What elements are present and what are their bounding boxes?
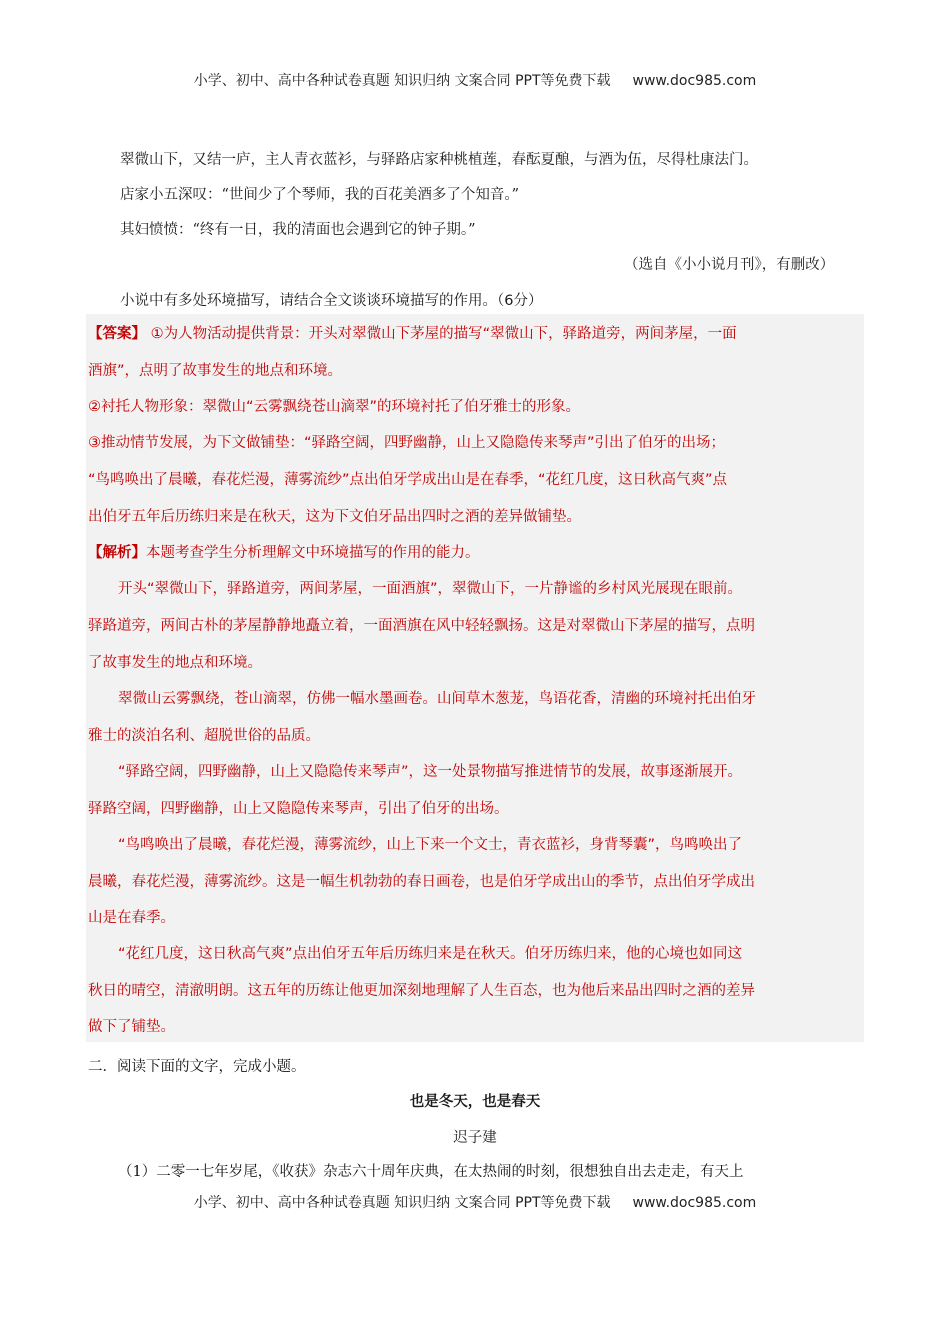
footer-url[interactable]: www.doc985.com: [632, 1195, 757, 1211]
page-footer: [0, 1192, 950, 1212]
answer-line: “鸟鸣唤出了晨曦，春花烂漫，薄雾流纱”点出伯牙学成出山是在春季，“花红几度，这日秋高气爽”点: [88, 472, 728, 488]
page-header: [0, 70, 950, 90]
analysis-line: 雅士的淡泊名利、超脱世俗的品质。: [88, 728, 320, 744]
analysis-line: 秋日的晴空，清澈明朗。这五年的历练让他更加深刻地理解了人生百态，也为他后来品出四时之酒的差异: [88, 983, 755, 999]
answer-line: ②衬托人物形象：翠微山“云雾飘绕苍山滴翠”的环境衬托了伯牙雅士的形象。: [88, 399, 581, 415]
analysis-line: 开头“翠微山下，驿路道旁，两间茅屋，一面酒旗”，翠微山下，一片静谧的乡村风光展现在眼前。: [118, 581, 743, 597]
analysis-line: 了故事发生的地点和环境。: [88, 655, 262, 671]
analysis-line: “花红几度，这日秋高气爽”点出伯牙五年后历练归来是在秋天。伯牙历练归来，他的心境也如同这: [118, 946, 743, 962]
article-author: 迟子建: [453, 1130, 497, 1146]
analysis-line: “驿路空阔，四野幽静，山上又隐隐传来琴声”，这一处景物描写推进情节的发展，故事逐渐展开。: [118, 764, 743, 780]
answer-line: 酒旗”，点明了故事发生的地点和环境。: [88, 363, 343, 379]
story-source: （选自《小小说月刊》，有删改）: [624, 257, 835, 273]
analysis-line: 山是在春季。: [88, 910, 175, 926]
analysis-line: 【解析】本题考查学生分析理解文中环境描写的作用的能力。: [88, 545, 480, 561]
analysis-line: “鸟鸣唤出了晨曦，春花烂漫，薄雾流纱，山上下来一个文士，青衣蓝衫，身背琴囊”，鸟鸣唤出了: [118, 837, 743, 853]
header-text: 小学、初中、高中各种试卷真题 知识归纳 文案合同 PPT等免费下载: [193, 73, 611, 89]
answer-line: 【答案】 ①为人物活动提供背景：开头对翠微山下茅屋的描写“翠微山下，驿路道旁，两间茅屋，一面: [88, 326, 737, 342]
story-paragraph: 店家小五深叹：“世间少了个琴师，我的百花美酒多了个知音。”: [120, 187, 520, 203]
analysis-tag: 【解析】: [88, 545, 146, 561]
story-paragraph: 其妇愤愤：“终有一日，我的清面也会遇到它的钟子期。”: [120, 222, 476, 238]
analysis-line: 驿路道旁，两间古朴的茅屋静静地矗立着，一面酒旗在风中轻轻飘扬。这是对翠微山下茅屋的描写，点明: [88, 618, 755, 634]
answer-box: [86, 314, 864, 1042]
analysis-line: 做下了铺垫。: [88, 1019, 175, 1035]
section-heading: 二．阅读下面的文字，完成小题。: [88, 1059, 306, 1075]
article-title: 也是冬天，也是春天: [409, 1093, 541, 1110]
footer-text: 小学、初中、高中各种试卷真题 知识归纳 文案合同 PPT等免费下载: [193, 1195, 611, 1211]
answer-line: 出伯牙五年后历练归来是在秋天，这为下文伯牙品出四时之酒的差异做铺垫。: [88, 509, 581, 525]
answer-line: ③推动情节发展，为下文做铺垫：“驿路空阔，四野幽静，山上又隐隐传来琴声”引出了伯牙的出场；: [88, 435, 726, 451]
analysis-line: 驿路空阔，四野幽静，山上又隐隐传来琴声，引出了伯牙的出场。: [88, 801, 509, 817]
story-paragraph: 翠微山下，又结一庐，主人青衣蓝衫，与驿路店家种桃植莲，春酝夏酿，与酒为伍，尽得杜康法门。: [120, 152, 758, 168]
question-text: 小说中有多处环境描写，请结合全文谈谈环境描写的作用。（6分）: [120, 293, 543, 309]
header-url[interactable]: www.doc985.com: [632, 73, 757, 89]
article-paragraph: （1）二零一七年岁尾，《收获》杂志六十周年庆典，在太热闹的时刻，很想独自出去走走，有天上: [118, 1164, 744, 1180]
analysis-line: 翠微山云雾飘绕，苍山滴翠，仿佛一幅水墨画卷。山间草木葱茏，鸟语花香，清幽的环境衬托出伯牙: [118, 691, 756, 707]
analysis-line: 晨曦，春花烂漫，薄雾流纱。这是一幅生机勃勃的春日画卷，也是伯牙学成出山的季节，点出伯牙学成出: [88, 874, 755, 890]
answer-tag: 【答案】: [88, 326, 146, 342]
